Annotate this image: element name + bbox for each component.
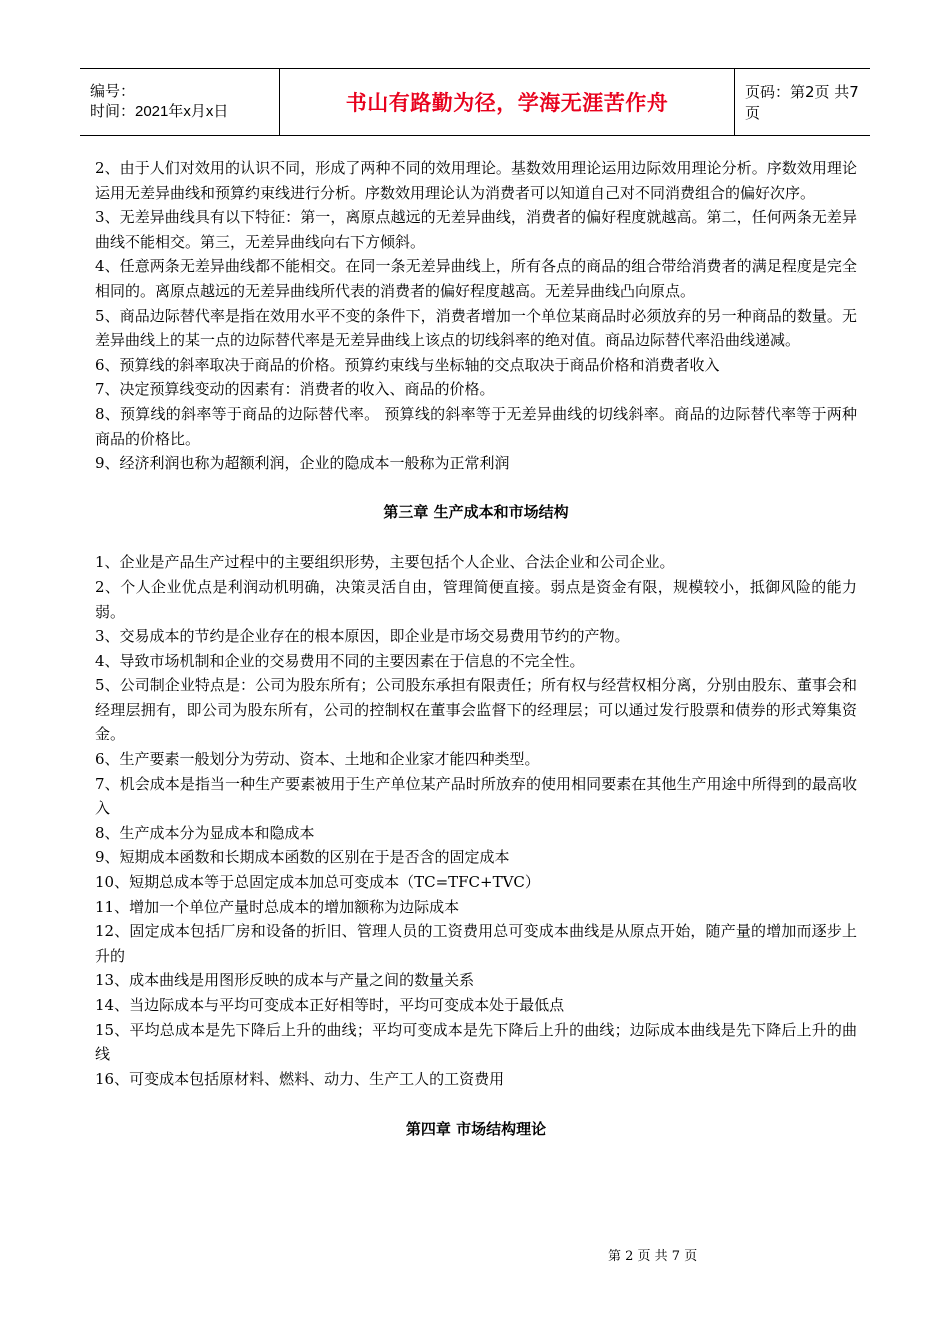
paragraph: 11、增加一个单位产量时总成本的增加额称为边际成本 (95, 897, 460, 916)
paragraph: 4、导致市场机制和企业的交易费用不同的主要因素在于信息的不完全性。 (95, 651, 585, 670)
paragraph: 15、平均总成本是先下降后上升的曲线；平均可变成本是先下降后上升的曲线；边际成本曲线是先下降后上升的曲线 (95, 1020, 857, 1064)
header-motto (280, 69, 735, 135)
section-b (95, 550, 857, 1091)
paragraph: 8、生产成本分为显成本和隐成本 (95, 823, 315, 842)
paragraph: 14、当边际成本与平均可变成本正好相等时，平均可变成本处于最低点 (95, 996, 565, 1014)
page-number: 第 2 页 共 7 页 (608, 1249, 698, 1264)
chapter-4-title: 第四章 市场结构理论 (405, 1120, 547, 1139)
paragraph: 4、任意两条无差异曲线都不能相交。在同一条无差异曲线上，所有各点的商品的组合带给消费者的满足程度是完全相同的。离原点越远的无差异曲线所代表的消费者的偏好程度越高。无差异曲线凸向原点。 (95, 257, 857, 300)
page-header (80, 68, 870, 136)
header-motto-text: 书山有路勤为径，学海无涯苦作舟 (345, 91, 669, 115)
paragraph: 3、交易成本的节约是企业存在的根本原因，即企业是市场交易费用节约的产物。 (95, 627, 630, 646)
header-page-info-text: 页码：第2页 共7页 (745, 83, 859, 122)
paragraph: 5、公司制企业特点是：公司为股东所有；公司股东承担有限责任；所有权与经营权相分离，分别由股东、董事会和经理层拥有，即公司为股东所有，公司的控制权在董事会监督下的经理层；可以通过发行股票和债券的形式筹集资金。 (95, 676, 857, 744)
paragraph: 6、预算线的斜率取决于商品的价格。预算约束线与坐标轴的交点取决于商品价格和消费者收入 (95, 355, 720, 374)
paragraph: 3、无差异曲线具有以下特征：第一，离原点越远的无差异曲线，消费者的偏好程度就越高。第二，任何两条无差异曲线不能相交。第三，无差异曲线向右下方倾斜。 (95, 208, 857, 251)
header-number-label: 编号： (90, 83, 136, 100)
paragraph: 10、短期总成本等于总固定成本加总可变成本（TC=TFC+TVC） (95, 873, 540, 892)
paragraph: 7、机会成本是指当一种生产要素被用于生产单位某产品时所放弃的使用相同要素在其他生产用途中所得到的最高收入 (95, 774, 857, 818)
paragraph: 2、个人企业优点是利润动机明确，决策灵活自由，管理简便直接。弱点是资金有限，规模较小，抵御风险的能力弱。 (95, 577, 857, 621)
header-left (80, 69, 280, 135)
chapter-3-title: 第三章 生产成本和市场结构 (383, 502, 569, 521)
document-body (95, 156, 857, 1142)
paragraph: 12、固定成本包括厂房和设备的折旧、管理人员的工资费用总可变成本曲线是从原点开始，随产量的增加而逐步上升的 (95, 922, 857, 965)
paragraph: 9、经济利润也称为超额利润，企业的隐成本一般称为正常利润 (95, 454, 510, 473)
header-date: 时间：2021年x月x日 (90, 103, 229, 120)
paragraph: 7、决定预算线变动的因素有：消费者的收入、商品的价格。 (95, 380, 495, 399)
paragraph: 16、可变成本包括原材料、燃料、动力、生产工人的工资费用 (95, 1069, 505, 1088)
paragraph: 8、预算线的斜率等于商品的边际替代率。 预算线的斜率等于无差异曲线的切线斜率。商品的边际替代率等于两种商品的价格比。 (95, 404, 857, 448)
paragraph: 9、短期成本函数和长期成本函数的区别在于是否含的固定成本 (95, 848, 510, 867)
paragraph: 13、成本曲线是用图形反映的成本与产量之间的数量关系 (95, 971, 475, 990)
paragraph: 6、生产要素一般划分为劳动、资本、土地和企业家才能四种类型。 (95, 750, 540, 769)
header-page-info (735, 69, 870, 135)
section-a (95, 156, 857, 476)
paragraph: 1、企业是产品生产过程中的主要组织形势，主要包括个人企业、合法企业和公司企业。 (95, 553, 675, 572)
paragraph: 2、由于人们对效用的认识不同，形成了两种不同的效用理论。基数效用理论运用边际效用理论分析。序数效用理论运用无差异曲线和预算约束线进行分析。序数效用理论认为消费者可以知道自己对不同消费组合的偏好次序。 (95, 159, 857, 202)
paragraph: 5、商品边际替代率是指在效用水平不变的条件下，消费者增加一个单位某商品时必须放弃的另一种商品的数量。无差异曲线上的某一点的边际替代率是无差异曲线上该点的切线斜率的绝对值。商品边际替代率沿曲线递减。 (95, 306, 857, 350)
